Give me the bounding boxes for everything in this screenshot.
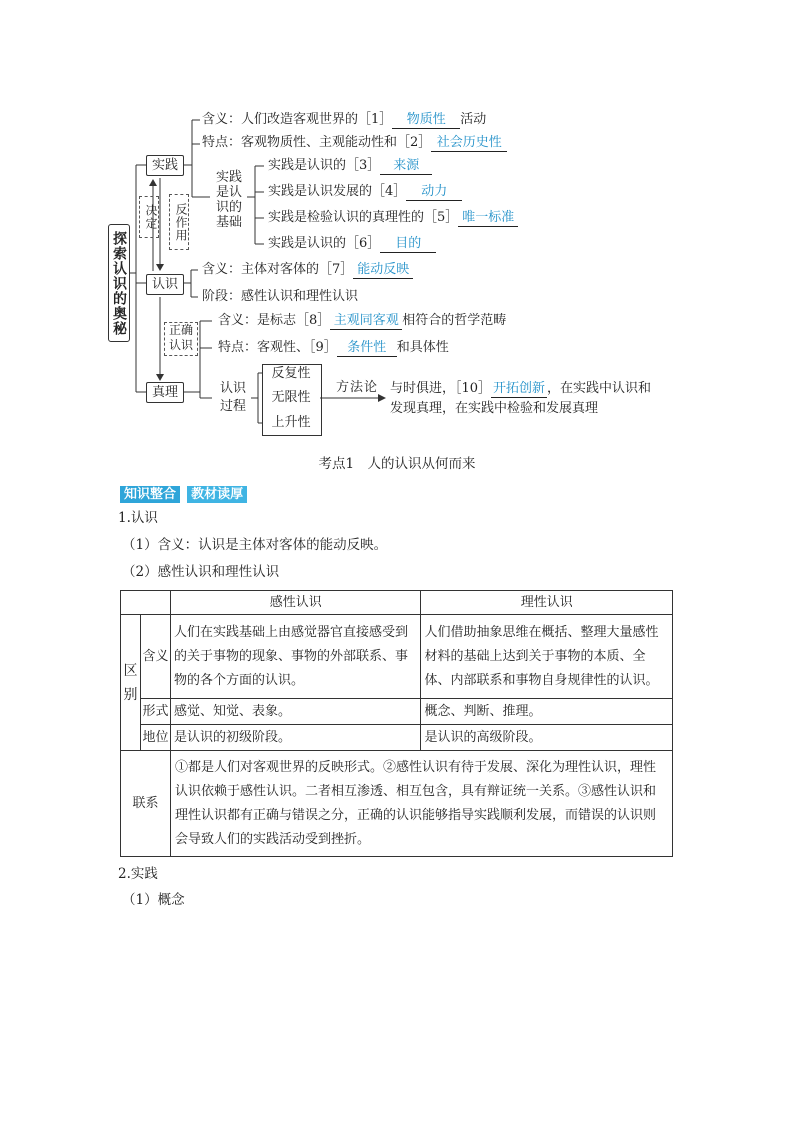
basis-item-3-prefix: 实践是检验认识的真理性的［5］	[268, 210, 459, 225]
paragraph-meaning	[122, 534, 387, 557]
process-item-2-text: 无限性	[271, 390, 311, 405]
cell-rational-status: 是认识的高级阶段。	[421, 725, 673, 751]
practice-meaning-prefix: 含义：人们改造客观世界的［1］	[202, 112, 393, 127]
group-label-difference	[121, 615, 141, 751]
process-label-text: 认识过程	[219, 381, 246, 414]
practice-features	[202, 135, 507, 152]
badge-textbook: 教材读厚	[187, 486, 247, 503]
paragraph-types	[122, 561, 279, 584]
cell-sensory-form: 感觉、知觉、表象。	[170, 699, 421, 725]
truth-label: 真理	[151, 385, 178, 400]
answer-1: 物质性	[392, 112, 460, 129]
truth-node	[146, 382, 184, 403]
comparison-table	[120, 590, 673, 857]
basis-item-4	[268, 236, 436, 253]
table-row	[121, 751, 673, 857]
answer-7: 能动反映	[353, 262, 413, 279]
row-label-form: 形式	[140, 699, 170, 725]
heading-practice-text: 2.实践	[118, 866, 158, 882]
react-text: 反作用	[174, 202, 188, 242]
basis-item-2	[268, 184, 462, 201]
basis-item-1	[268, 158, 432, 175]
paragraph-meaning-text: （1）含义：认识是主体对客体的能动反映。	[122, 537, 388, 553]
root-label: 探索认识的奥秘	[111, 230, 127, 336]
cognition-node	[146, 274, 184, 295]
decide-text: 决定	[144, 204, 158, 230]
correct-label	[164, 322, 198, 356]
heading-cognition	[118, 507, 158, 530]
paragraph-concept	[122, 889, 185, 912]
col-header-rational: 理性认识	[421, 591, 673, 615]
truth-conclusion-line2	[390, 401, 598, 417]
conclusion-suffix: ，在实践中认识和	[547, 381, 652, 396]
process-label	[218, 380, 248, 416]
process-item-3	[262, 415, 320, 431]
paragraph-concept-text: （1）概念	[122, 892, 185, 908]
basis-item-3	[268, 210, 518, 227]
table-row	[121, 725, 673, 751]
table-corner-cell	[121, 591, 171, 615]
process-item-1-text: 反复性	[271, 366, 311, 381]
answer-4: 动力	[406, 184, 462, 201]
practice-label: 实践	[151, 158, 178, 173]
basis-label-text: 实践是认识的基础	[215, 170, 242, 230]
badge-group	[120, 483, 247, 503]
cell-sensory-status: 是认识的初级阶段。	[170, 725, 421, 751]
basis-item-4-prefix: 实践是认识的［6］	[268, 236, 381, 251]
truth-meaning-suffix: 相符合的哲学范畴	[402, 313, 507, 328]
truth-features-suffix: 和具体性	[396, 340, 449, 355]
answer-8: 主观同客观	[330, 313, 402, 330]
truth-meaning-prefix: 含义：是标志［8］	[218, 313, 331, 328]
col-header-sensory: 感性认识	[170, 591, 421, 615]
answer-5: 唯一标准	[458, 210, 518, 227]
method-label-text: 方法论	[336, 380, 379, 395]
react-label	[169, 194, 189, 250]
cell-link-text: ①都是人们对客观世界的反映形式。②感性认识有待于发展、深化为理性认识，理性认识依赖于感性认识。二者相互渗透、相互包含，具有辩证统一关系。③感性认识和理性认识都有正确与错误之分，正确的认识能够指导实践顺利发展，而错误的认识则会导致人们的实践活动受到挫折。	[170, 751, 672, 857]
cell-rational-meaning: 人们借助抽象思维在概括、整理大量感性材料的基础上达到关于事物的本质、全体、内部联系和事物自身规律性的认识。	[421, 615, 673, 699]
answer-10: 开拓创新	[493, 381, 546, 396]
truth-meaning	[218, 313, 506, 330]
mind-map-root	[108, 224, 130, 342]
process-item-3-text: 上升性	[271, 415, 311, 430]
decide-label	[139, 196, 159, 238]
basis-item-2-prefix: 实践是认识发展的［4］	[268, 184, 407, 199]
table-header-row	[121, 591, 673, 615]
section-title	[0, 456, 794, 472]
answer-2: 社会历史性	[431, 135, 507, 152]
practice-meaning	[202, 112, 486, 129]
row-label-status: 地位	[140, 725, 170, 751]
practice-node	[146, 155, 184, 176]
row-label-link: 联系	[121, 751, 171, 857]
process-item-1	[262, 366, 320, 382]
conclusion-prefix: 与时俱进，［10］	[390, 381, 492, 396]
cognition-meaning	[202, 262, 413, 279]
process-item-2	[262, 390, 320, 406]
cognition-label: 认识	[151, 277, 178, 292]
truth-features	[218, 340, 449, 357]
method-label	[336, 380, 378, 396]
truth-features-prefix: 特点：客观性、［9］	[218, 340, 337, 355]
practice-meaning-suffix: 活动	[460, 112, 487, 127]
cell-rational-form: 概念、判断、推理。	[421, 699, 673, 725]
group-label-text: 区别	[123, 662, 138, 703]
cell-sensory-meaning: 人们在实践基础上由感觉器官直接感受到的关于事物的现象、事物的外部联系、事物的各个方面的认识。	[170, 615, 421, 699]
heading-cognition-text: 1.认识	[118, 510, 158, 526]
truth-conclusion	[390, 381, 651, 398]
section-title-text: 考点1 人的认识从何而来	[318, 456, 476, 472]
answer-6: 目的	[380, 236, 436, 253]
paragraph-types-text: （2）感性认识和理性认识	[122, 564, 280, 580]
row-label-meaning: 含义	[140, 615, 170, 699]
practice-basis-label	[212, 170, 246, 230]
badge-knowledge: 知识整合	[120, 486, 180, 503]
cognition-meaning-prefix: 含义：主体对客体的［7］	[202, 262, 354, 277]
cognition-stages	[202, 289, 358, 305]
practice-features-prefix: 特点：客观物质性、主观能动性和［2］	[202, 135, 432, 150]
answer-3: 来源	[380, 158, 432, 175]
answer-9: 条件性	[337, 340, 397, 357]
heading-practice	[118, 863, 158, 886]
basis-item-1-prefix: 实践是认识的［3］	[268, 158, 381, 173]
cognition-stages-text: 阶段：感性认识和理性认识	[202, 289, 359, 304]
table-row	[121, 615, 673, 699]
correct-text: 正确认识	[168, 323, 193, 352]
conclusion-line2-text: 发现真理，在实践中检验和发展真理	[390, 401, 599, 416]
table-row	[121, 699, 673, 725]
